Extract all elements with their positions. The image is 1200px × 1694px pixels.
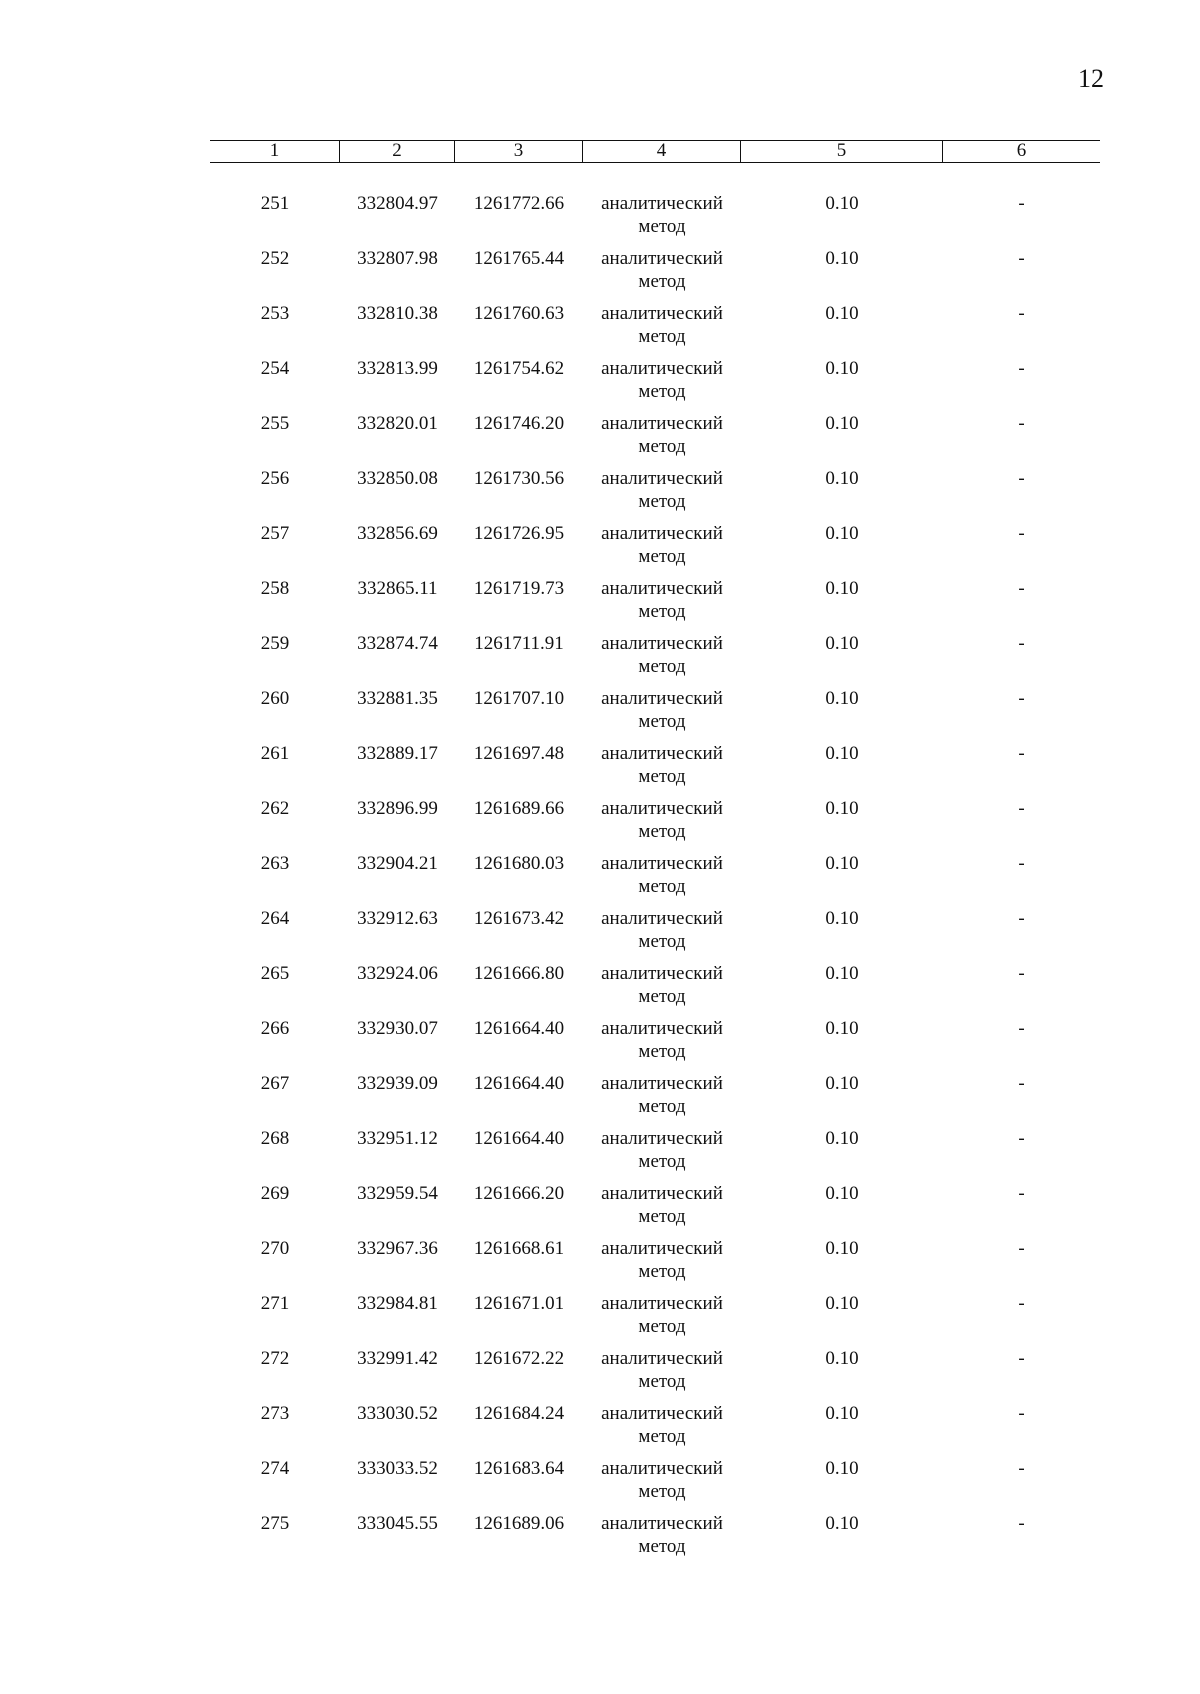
cell-note: -: [1018, 798, 1025, 819]
method-line-2: метод: [638, 216, 686, 237]
header-col-2: 2: [340, 141, 455, 162]
cell-coordinate-y: 1261664.40: [473, 1128, 565, 1149]
cell-accuracy: 0.10: [825, 1183, 859, 1204]
cell-method: [583, 467, 741, 522]
cell-note: -: [1018, 688, 1025, 709]
cell-coordinate-x: 332967.36: [357, 1238, 438, 1259]
cell-note: -: [1018, 1018, 1025, 1039]
cell-coordinate-x: 332850.08: [357, 468, 438, 489]
cell-method: [583, 247, 741, 302]
table-row: [210, 1347, 1100, 1402]
cell-coordinate-y: 1261760.63: [473, 303, 565, 324]
method-line-2: метод: [638, 766, 686, 787]
cell-coordinate-y: 1261668.61: [473, 1238, 565, 1259]
method-line-1: аналитический: [601, 1403, 723, 1424]
cell-accuracy: 0.10: [825, 688, 859, 709]
table-row: [210, 192, 1100, 247]
cell-point-number: 268: [260, 1128, 290, 1149]
method-line-2: метод: [638, 1206, 686, 1227]
cell-point-number: 272: [260, 1348, 290, 1369]
cell-point-number: 275: [260, 1513, 290, 1534]
cell-method: [583, 522, 741, 577]
cell-note: -: [1018, 413, 1025, 434]
table-row: [210, 632, 1100, 687]
cell-point-number: 251: [260, 193, 290, 214]
method-line-2: метод: [638, 821, 686, 842]
cell-method: [583, 1127, 741, 1182]
cell-point-number: 274: [260, 1458, 290, 1479]
cell-coordinate-x: 332810.38: [357, 303, 438, 324]
method-line-2: метод: [638, 1426, 686, 1447]
method-line-1: аналитический: [601, 1073, 723, 1094]
method-line-1: аналитический: [601, 413, 723, 434]
table-row: [210, 1182, 1100, 1237]
cell-accuracy: 0.10: [825, 1073, 859, 1094]
table-row: [210, 1292, 1100, 1347]
table-row: [210, 577, 1100, 632]
method-line-2: метод: [638, 1316, 686, 1337]
cell-coordinate-y: 1261754.62: [473, 358, 565, 379]
method-line-2: метод: [638, 491, 686, 512]
cell-coordinate-x: 332896.99: [357, 798, 438, 819]
method-line-1: аналитический: [601, 908, 723, 929]
method-line-2: метод: [638, 1536, 686, 1557]
cell-accuracy: 0.10: [825, 908, 859, 929]
method-line-1: аналитический: [601, 193, 723, 214]
table-row: [210, 1237, 1100, 1292]
cell-accuracy: 0.10: [825, 633, 859, 654]
cell-coordinate-x: 332881.35: [357, 688, 438, 709]
table-row: [210, 742, 1100, 797]
cell-method: [583, 357, 741, 412]
method-line-2: метод: [638, 986, 686, 1007]
cell-method: [583, 1347, 741, 1402]
method-line-1: аналитический: [601, 1018, 723, 1039]
cell-method: [583, 412, 741, 467]
header-col-5: 5: [741, 141, 943, 162]
method-line-1: аналитический: [601, 1128, 723, 1149]
cell-accuracy: 0.10: [825, 193, 859, 214]
method-line-1: аналитический: [601, 303, 723, 324]
method-line-2: метод: [638, 326, 686, 347]
cell-coordinate-y: 1261664.40: [473, 1018, 565, 1039]
cell-coordinate-y: 1261666.80: [473, 963, 565, 984]
method-line-2: метод: [638, 601, 686, 622]
cell-coordinate-x: 332804.97: [357, 193, 438, 214]
cell-accuracy: 0.10: [825, 1458, 859, 1479]
cell-method: [583, 1457, 741, 1512]
method-line-2: метод: [638, 711, 686, 732]
cell-note: -: [1018, 578, 1025, 599]
cell-coordinate-x: 332939.09: [357, 1073, 438, 1094]
cell-accuracy: 0.10: [825, 248, 859, 269]
cell-accuracy: 0.10: [825, 1403, 859, 1424]
cell-coordinate-x: 332807.98: [357, 248, 438, 269]
cell-coordinate-x: 332904.21: [357, 853, 438, 874]
method-line-1: аналитический: [601, 358, 723, 379]
method-line-1: аналитический: [601, 853, 723, 874]
cell-note: -: [1018, 1183, 1025, 1204]
table-row: [210, 1127, 1100, 1182]
cell-accuracy: 0.10: [825, 523, 859, 544]
method-line-2: метод: [638, 381, 686, 402]
cell-note: -: [1018, 1513, 1025, 1534]
cell-method: [583, 1072, 741, 1127]
method-line-2: метод: [638, 1481, 686, 1502]
cell-point-number: 254: [260, 358, 290, 379]
method-line-2: метод: [638, 271, 686, 292]
cell-coordinate-x: 332991.42: [357, 1348, 438, 1369]
cell-coordinate-x: 332912.63: [357, 908, 438, 929]
method-line-2: метод: [638, 1096, 686, 1117]
table-row: [210, 1017, 1100, 1072]
cell-coordinate-y: 1261772.66: [473, 193, 565, 214]
cell-point-number: 253: [260, 303, 290, 324]
cell-coordinate-y: 1261689.66: [473, 798, 565, 819]
cell-point-number: 269: [260, 1183, 290, 1204]
cell-coordinate-x: 332856.69: [357, 523, 438, 544]
cell-method: [583, 1512, 741, 1567]
method-line-1: аналитический: [601, 1293, 723, 1314]
table-row: [210, 962, 1100, 1017]
cell-method: [583, 192, 741, 247]
cell-coordinate-y: 1261765.44: [473, 248, 565, 269]
table-row: [210, 1072, 1100, 1127]
cell-accuracy: 0.10: [825, 963, 859, 984]
cell-method: [583, 1292, 741, 1347]
method-line-2: метод: [638, 436, 686, 457]
table-row: [210, 1512, 1100, 1567]
method-line-1: аналитический: [601, 1238, 723, 1259]
table-row: [210, 797, 1100, 852]
cell-method: [583, 632, 741, 687]
table-row: [210, 1457, 1100, 1512]
cell-method: [583, 302, 741, 357]
page-number: 12: [1078, 64, 1104, 93]
cell-coordinate-x: 332959.54: [357, 1183, 438, 1204]
table-row: [210, 687, 1100, 742]
table-row: [210, 522, 1100, 577]
cell-method: [583, 852, 741, 907]
method-line-2: метод: [638, 656, 686, 677]
header-col-6: 6: [1016, 140, 1027, 161]
cell-note: -: [1018, 908, 1025, 929]
method-line-2: метод: [638, 876, 686, 897]
cell-note: -: [1018, 743, 1025, 764]
cell-point-number: 252: [260, 248, 290, 269]
cell-method: [583, 687, 741, 742]
method-line-1: аналитический: [601, 633, 723, 654]
cell-accuracy: 0.10: [825, 853, 859, 874]
cell-method: [583, 1402, 741, 1457]
cell-coordinate-y: 1261697.48: [473, 743, 565, 764]
cell-point-number: 256: [260, 468, 290, 489]
cell-coordinate-x: 332874.74: [357, 633, 438, 654]
header-col-4: 4: [583, 141, 741, 162]
cell-method: [583, 797, 741, 852]
method-line-2: метод: [638, 931, 686, 952]
method-line-1: аналитический: [601, 468, 723, 489]
cell-point-number: 257: [260, 523, 290, 544]
cell-coordinate-x: 333033.52: [357, 1458, 438, 1479]
cell-coordinate-x: 333045.55: [357, 1513, 438, 1534]
cell-method: [583, 907, 741, 962]
cell-accuracy: 0.10: [825, 1293, 859, 1314]
method-line-1: аналитический: [601, 248, 723, 269]
cell-coordinate-y: 1261683.64: [473, 1458, 565, 1479]
method-line-1: аналитический: [601, 963, 723, 984]
cell-note: -: [1018, 1348, 1025, 1369]
cell-coordinate-y: 1261664.40: [473, 1073, 565, 1094]
method-line-1: аналитический: [601, 1458, 723, 1479]
table-row: [210, 302, 1100, 357]
cell-note: -: [1018, 963, 1025, 984]
cell-coordinate-x: 332930.07: [357, 1018, 438, 1039]
cell-point-number: 263: [260, 853, 290, 874]
cell-accuracy: 0.10: [825, 1348, 859, 1369]
cell-method: [583, 577, 741, 632]
method-line-1: аналитический: [601, 1183, 723, 1204]
cell-coordinate-x: 333030.52: [357, 1403, 438, 1424]
cell-point-number: 264: [260, 908, 290, 929]
table-header: [210, 140, 1100, 163]
cell-note: -: [1018, 1128, 1025, 1149]
cell-accuracy: 0.10: [825, 1018, 859, 1039]
cell-coordinate-y: 1261671.01: [473, 1293, 565, 1314]
cell-coordinate-y: 1261719.73: [473, 578, 565, 599]
cell-point-number: 259: [260, 633, 290, 654]
cell-coordinate-x: 332813.99: [357, 358, 438, 379]
table-row: [210, 357, 1100, 412]
cell-accuracy: 0.10: [825, 1513, 859, 1534]
method-line-2: метод: [638, 1261, 686, 1282]
method-line-2: метод: [638, 1371, 686, 1392]
cell-method: [583, 1237, 741, 1292]
method-line-1: аналитический: [601, 1348, 723, 1369]
cell-coordinate-x: 332865.11: [357, 578, 438, 599]
cell-note: -: [1018, 853, 1025, 874]
cell-note: -: [1018, 1238, 1025, 1259]
cell-point-number: 266: [260, 1018, 290, 1039]
cell-note: -: [1018, 1458, 1025, 1479]
cell-point-number: 262: [260, 798, 290, 819]
cell-note: -: [1018, 248, 1025, 269]
cell-coordinate-y: 1261673.42: [473, 908, 565, 929]
cell-coordinate-x: 332820.01: [357, 413, 438, 434]
cell-coordinate-y: 1261666.20: [473, 1183, 565, 1204]
cell-accuracy: 0.10: [825, 358, 859, 379]
cell-note: -: [1018, 1073, 1025, 1094]
method-line-1: аналитический: [601, 798, 723, 819]
cell-coordinate-y: 1261726.95: [473, 523, 565, 544]
cell-coordinate-y: 1261711.91: [474, 633, 564, 654]
cell-coordinate-y: 1261689.06: [473, 1513, 565, 1534]
method-line-2: метод: [638, 546, 686, 567]
table-row: [210, 467, 1100, 522]
cell-method: [583, 742, 741, 797]
cell-coordinate-x: 332951.12: [357, 1128, 438, 1149]
cell-accuracy: 0.10: [825, 798, 859, 819]
cell-coordinate-x: 332889.17: [357, 743, 438, 764]
cell-point-number: 267: [260, 1073, 290, 1094]
table-row: [210, 1402, 1100, 1457]
table-row: [210, 247, 1100, 302]
cell-point-number: 273: [260, 1403, 290, 1424]
cell-coordinate-x: 332924.06: [357, 963, 438, 984]
cell-point-number: 270: [260, 1238, 290, 1259]
cell-note: -: [1018, 633, 1025, 654]
cell-coordinate-y: 1261707.10: [473, 688, 565, 709]
cell-note: -: [1018, 303, 1025, 324]
method-line-1: аналитический: [601, 1513, 723, 1534]
cell-note: -: [1018, 1403, 1025, 1424]
cell-coordinate-y: 1261746.20: [473, 413, 565, 434]
cell-point-number: 261: [260, 743, 290, 764]
method-line-1: аналитический: [601, 578, 723, 599]
header-col-1: 1: [210, 141, 340, 162]
cell-accuracy: 0.10: [825, 578, 859, 599]
table-row: [210, 412, 1100, 467]
cell-accuracy: 0.10: [825, 303, 859, 324]
cell-note: -: [1018, 1293, 1025, 1314]
cell-note: -: [1018, 193, 1025, 214]
cell-point-number: 258: [260, 578, 290, 599]
method-line-1: аналитический: [601, 743, 723, 764]
cell-accuracy: 0.10: [825, 413, 859, 434]
cell-accuracy: 0.10: [825, 468, 859, 489]
cell-accuracy: 0.10: [825, 1128, 859, 1149]
cell-coordinate-y: 1261680.03: [473, 853, 565, 874]
cell-coordinate-y: 1261684.24: [473, 1403, 565, 1424]
cell-coordinate-x: 332984.81: [357, 1293, 438, 1314]
cell-point-number: 265: [260, 963, 290, 984]
method-line-1: аналитический: [601, 688, 723, 709]
cell-accuracy: 0.10: [825, 1238, 859, 1259]
header-col-3: 3: [455, 141, 583, 162]
method-line-2: метод: [638, 1041, 686, 1062]
method-line-1: аналитический: [601, 523, 723, 544]
cell-note: -: [1018, 358, 1025, 379]
method-line-2: метод: [638, 1151, 686, 1172]
cell-method: [583, 1017, 741, 1072]
cell-coordinate-y: 1261730.56: [473, 468, 565, 489]
table-row: [210, 852, 1100, 907]
cell-coordinate-y: 1261672.22: [473, 1348, 565, 1369]
cell-method: [583, 962, 741, 1017]
cell-point-number: 271: [260, 1293, 290, 1314]
cell-point-number: 260: [260, 688, 290, 709]
cell-method: [583, 1182, 741, 1237]
cell-note: -: [1018, 468, 1025, 489]
cell-note: -: [1018, 523, 1025, 544]
cell-point-number: 255: [260, 413, 290, 434]
table-body: [210, 192, 1100, 1567]
cell-accuracy: 0.10: [825, 743, 859, 764]
table-row: [210, 907, 1100, 962]
